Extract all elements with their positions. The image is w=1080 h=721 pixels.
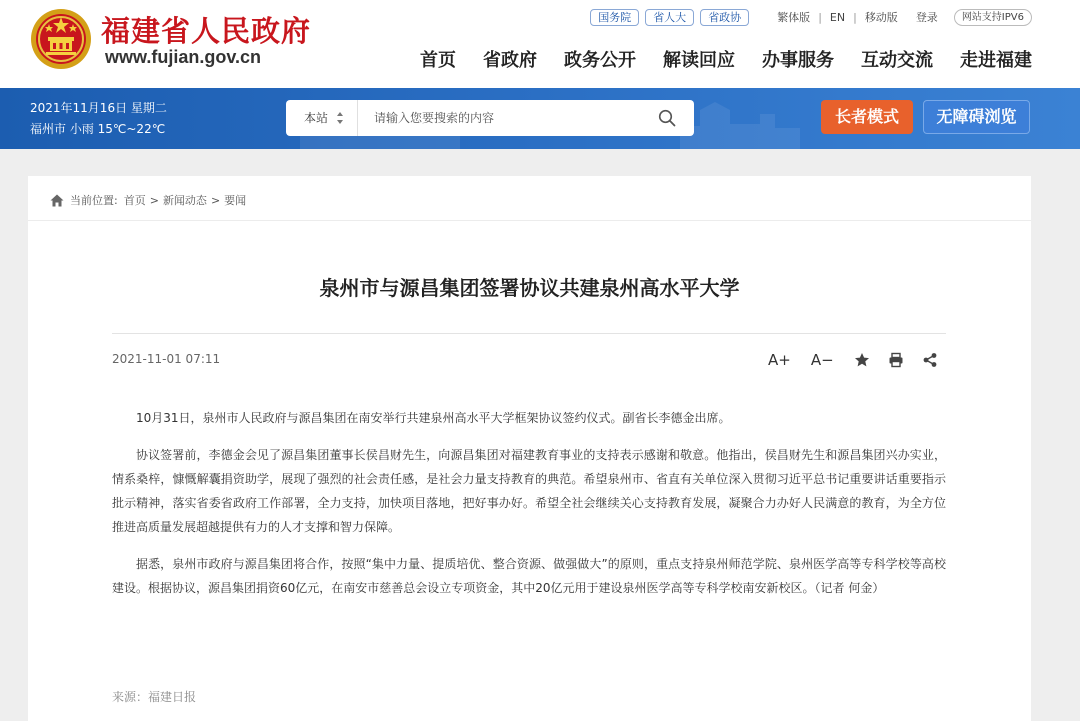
sort-arrows-icon (336, 111, 344, 125)
divider (112, 333, 946, 334)
share-icon[interactable] (922, 352, 938, 368)
nav-item-about-fujian[interactable]: 走进福建 (960, 50, 1032, 71)
ipv6-badge: 网站支持IPV6 (954, 9, 1032, 26)
article-body (112, 406, 946, 613)
star-icon[interactable] (854, 352, 870, 368)
site-name[interactable]: 福建省人民政府 (101, 14, 312, 48)
breadcrumb-item-home[interactable]: 首页 (123, 194, 146, 207)
site-header (0, 0, 1080, 88)
national-emblem-icon[interactable] (30, 8, 92, 70)
weather-info: 福州市 小雨 15℃~22℃ (30, 122, 166, 136)
breadcrumb-separator: > (149, 193, 159, 207)
breadcrumb-separator: > (210, 193, 221, 207)
main-nav (393, 46, 1032, 72)
print-icon[interactable] (888, 352, 904, 368)
accessible-browsing-button[interactable]: 无障碍浏览 (923, 100, 1030, 134)
nav-item-interaction[interactable]: 互动交流 (861, 50, 933, 71)
english-link[interactable]: EN (829, 10, 846, 24)
search-scope-label: 本站 (304, 111, 329, 125)
search-icon[interactable] (658, 109, 676, 127)
breadcrumb-label: 当前位置: (70, 194, 118, 207)
font-increase-button[interactable]: A+ (768, 351, 791, 369)
publish-date: 2021-11-01 07:11 (112, 352, 221, 366)
traditional-chinese-link[interactable]: 繁体版 (777, 11, 811, 24)
breadcrumb-item-headlines[interactable]: 要闻 (224, 194, 247, 207)
search-input[interactable] (374, 100, 644, 136)
article-paragraph: 10月31日，泉州市人民政府与源昌集团在南安举行共建泉州高水平大学框架协议签约仪式。副省长李德金出席。 (136, 411, 731, 425)
npc-link[interactable]: 省人大 (645, 9, 694, 26)
article-card (28, 176, 1031, 721)
nav-item-government-affairs[interactable]: 政务公开 (564, 50, 636, 71)
info-search-bar (0, 88, 1080, 149)
breadcrumb (50, 192, 246, 208)
cppcc-link[interactable]: 省政协 (700, 9, 749, 26)
elder-mode-button[interactable]: 长者模式 (821, 100, 913, 134)
state-council-link[interactable]: 国务院 (590, 9, 639, 26)
nav-item-provincial-government[interactable]: 省政府 (483, 50, 537, 71)
separator: | (853, 10, 857, 24)
divider (28, 220, 1031, 221)
article-source: 来源：福建日报 (112, 690, 197, 704)
article-tools (768, 351, 938, 369)
nav-item-interpretation[interactable]: 解读回应 (663, 50, 735, 71)
nav-item-home[interactable]: 首页 (420, 50, 456, 71)
search-box (286, 100, 694, 136)
article-paragraph: 据悉，泉州市政府与源昌集团将合作，按照“集中力量、提质培优、整合资源、做强做大”的原则，重点支持泉州师范学院、泉州医学高等专科学校等高校建设。根据协议，源昌集团捐资60亿元，在南安市慈善总会设立专项资金，其中20亿元用于建设泉州医学高等专科学校南安新校区。（记者 何金） (112, 557, 946, 595)
mobile-link[interactable]: 移动版 (864, 11, 898, 24)
breadcrumb-item-news[interactable]: 新闻动态 (162, 194, 207, 207)
top-links (590, 8, 1032, 26)
search-scope-select[interactable] (286, 100, 358, 136)
home-icon (50, 194, 64, 207)
nav-item-services[interactable]: 办事服务 (762, 50, 834, 71)
article-title: 泉州市与源昌集团签署协议共建泉州高水平大学 (319, 276, 740, 300)
login-link[interactable]: 登录 (915, 11, 938, 24)
font-decrease-button[interactable]: A− (810, 351, 834, 369)
separator: | (818, 10, 822, 24)
article-paragraph: 协议签署前，李德金会见了源昌集团董事长侯昌财先生，向源昌集团对福建教育事业的支持表示感谢和敬意。他指出，侯昌财先生和源昌集团兴办实业，情系桑梓，慷慨解囊捐资助学，展现了强烈的社会责任感，是社会力量支持教育的典范。希望泉州市、省直有关单位深入贯彻习近平总书记重要讲话重要指示批示精神，落实省委省政府工作部署，全力支持，加快项目落地，把好事办好。希望全社会继续关心支持教育发展，凝聚合力办好人民满意的教育，为全方位推进高质量发展超越提供有力的人才支撑和智力保障。 (112, 448, 946, 534)
site-url[interactable]: www.fujian.gov.cn (105, 47, 262, 67)
current-date: 2021年11月16日 星期二 (30, 101, 167, 115)
